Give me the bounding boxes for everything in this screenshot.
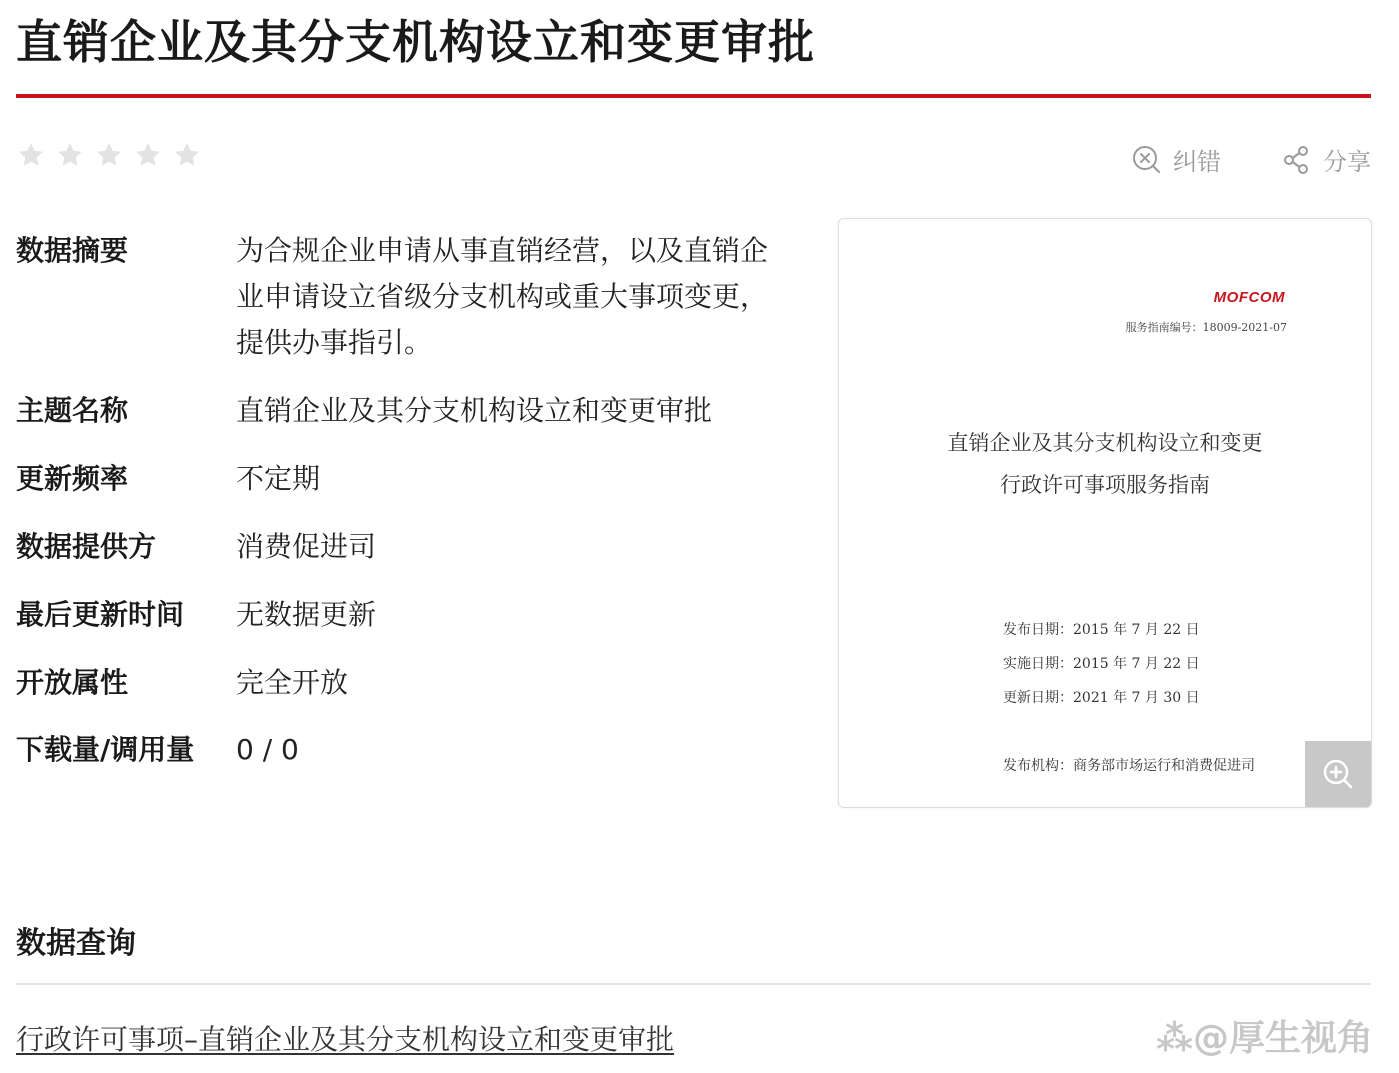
publish-date: 发布日期：2015 年 7 月 22 日 <box>1003 622 1200 638</box>
summary-value: 为合规企业申请从事直销经营，以及直销企业申请设立省级分支机构或重大事项变更，提供办事指引。 <box>236 234 769 359</box>
downloads-label: 下载量/调用量 <box>16 733 195 766</box>
openness-label: 开放属性 <box>16 666 129 699</box>
star-icon[interactable] <box>16 140 46 170</box>
header-actions <box>1131 142 1371 177</box>
last-update-row <box>16 592 776 638</box>
last-update-label: 最后更新时间 <box>16 598 185 631</box>
share-button[interactable] <box>1281 142 1371 177</box>
update-date: 更新日期：2021 年 7 月 30 日 <box>1003 690 1200 706</box>
mofcom-logo: MOFCOM <box>1213 289 1285 306</box>
page-title: 直销企业及其分支机构设立和变更审批 <box>16 15 815 69</box>
star-icon[interactable] <box>133 140 163 170</box>
frequency-label: 更新频率 <box>16 462 129 495</box>
issuer: 发布机构：商务部市场运行和消费促进司 <box>1003 758 1255 774</box>
doc-title-line2: 行政许可事项服务指南 <box>1000 473 1210 497</box>
openness-value: 完全开放 <box>236 666 349 699</box>
last-update-value: 无数据更新 <box>236 598 377 631</box>
share-icon <box>1281 144 1313 176</box>
openness-row <box>16 660 776 706</box>
star-icon[interactable] <box>172 140 202 170</box>
star-icon[interactable] <box>94 140 124 170</box>
rating-stars[interactable] <box>16 140 202 170</box>
zoom-in-button[interactable] <box>1305 741 1371 807</box>
frequency-row <box>16 456 776 502</box>
share-label: 分享 <box>1323 148 1371 176</box>
provider-label: 数据提供方 <box>16 530 157 563</box>
topic-value: 直销企业及其分支机构设立和变更审批 <box>236 394 713 427</box>
data-query-heading: 数据查询 <box>16 926 136 961</box>
zoom-in-icon <box>1321 757 1355 791</box>
guide-number: 服务指南编号：18009-2021-07 <box>1125 321 1287 334</box>
frequency-value: 不定期 <box>236 462 321 495</box>
star-icon[interactable] <box>55 140 85 170</box>
downloads-value: 0 / 0 <box>236 733 299 766</box>
report-error-label: 纠错 <box>1173 148 1221 176</box>
title-divider <box>16 94 1371 98</box>
summary-row <box>16 228 776 366</box>
provider-value: 消费促进司 <box>236 530 377 563</box>
section-divider <box>16 983 1371 985</box>
report-error-button[interactable] <box>1131 142 1221 177</box>
downloads-row <box>16 727 776 773</box>
provider-row <box>16 524 776 570</box>
effective-date: 实施日期：2015 年 7 月 22 日 <box>1003 656 1200 672</box>
doc-title-line1: 直销企业及其分支机构设立和变更 <box>947 431 1263 455</box>
watermark: ⁂@厚生视角 <box>1156 1018 1373 1059</box>
summary-label: 数据摘要 <box>16 234 129 267</box>
data-resource-link[interactable]: 行政许可事项–直销企业及其分支机构设立和变更审批 <box>16 1023 675 1056</box>
document-preview[interactable] <box>838 218 1372 808</box>
close-circle-icon <box>1131 144 1163 176</box>
topic-label: 主题名称 <box>16 394 129 427</box>
topic-row <box>16 388 776 434</box>
